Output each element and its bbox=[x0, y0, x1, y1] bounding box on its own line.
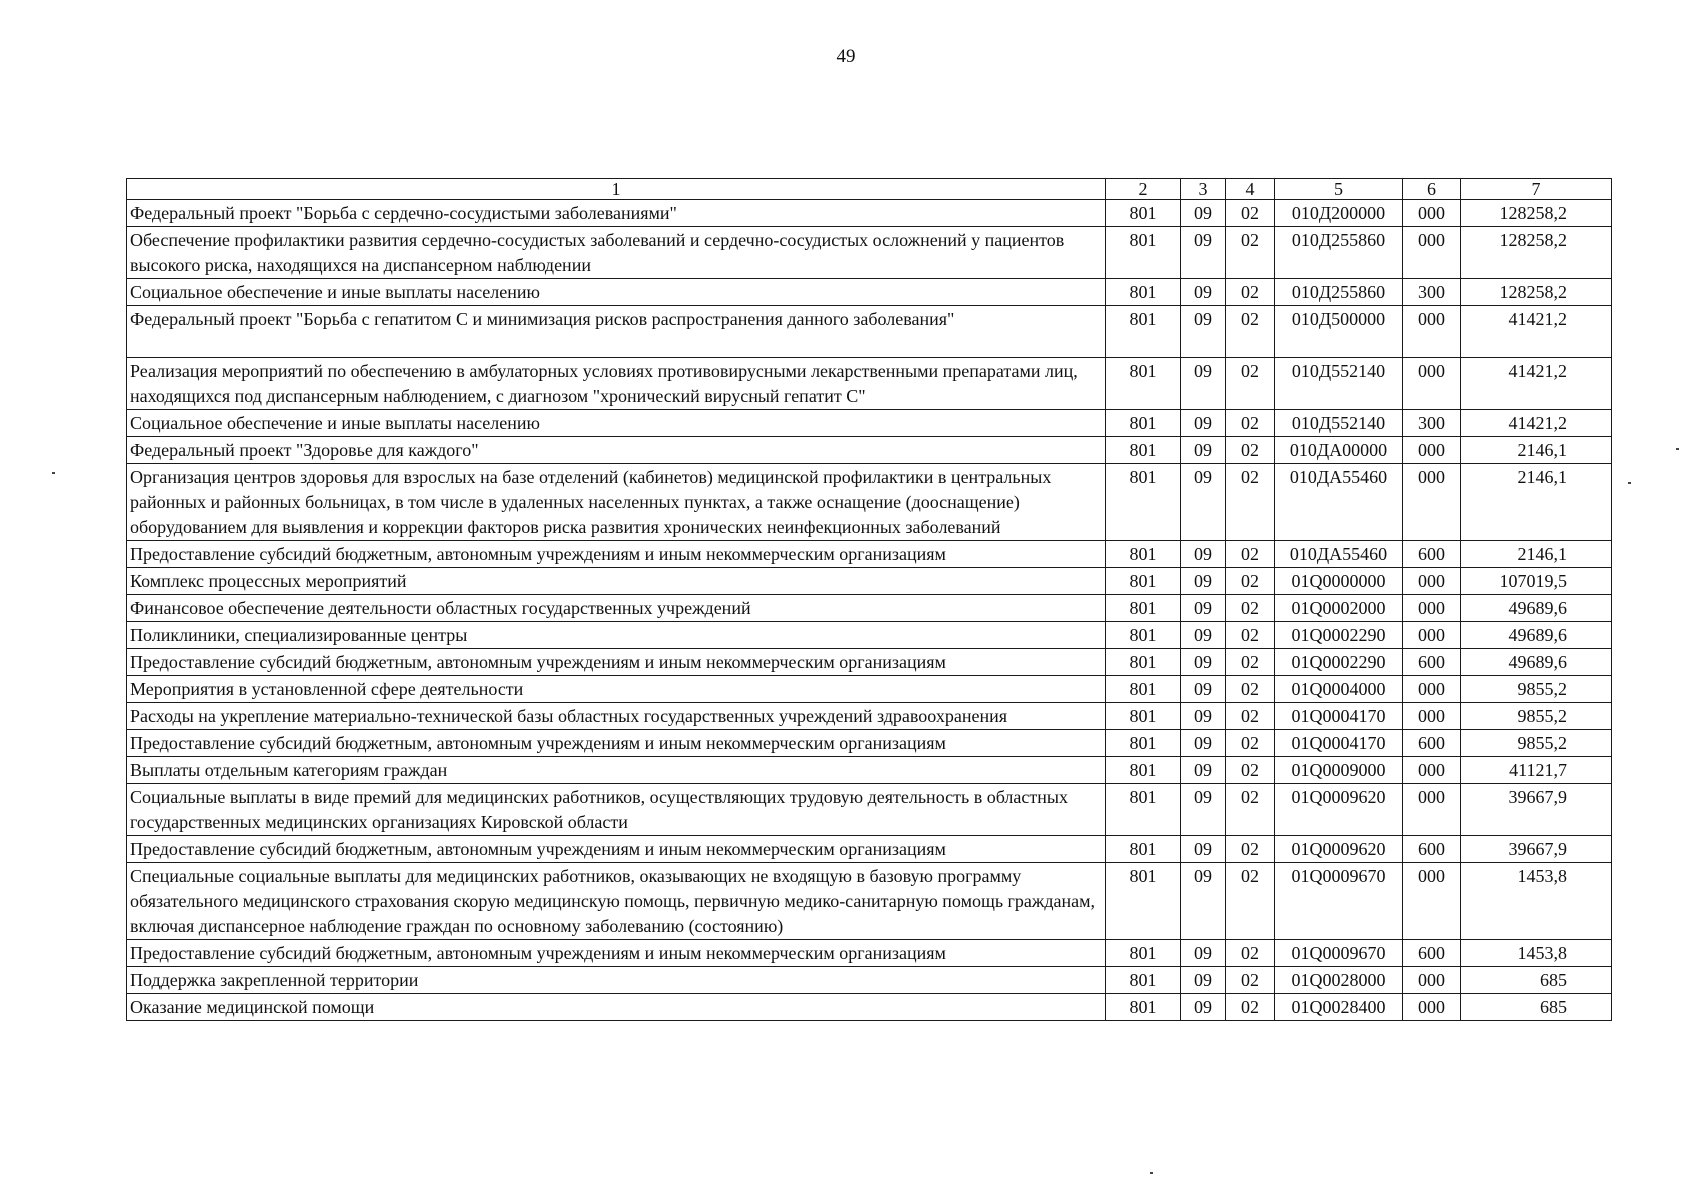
col-6-code: 000 bbox=[1403, 676, 1461, 703]
col-4-code: 02 bbox=[1226, 703, 1275, 730]
table-row bbox=[127, 967, 1612, 994]
table-row bbox=[127, 200, 1612, 227]
col-5-code: 01Q0009670 bbox=[1275, 863, 1403, 940]
col-2-code: 801 bbox=[1106, 757, 1181, 784]
header-cell-1: 1 bbox=[127, 179, 1106, 200]
col-6-code: 000 bbox=[1403, 358, 1461, 410]
header-cell-2: 2 bbox=[1106, 179, 1181, 200]
col-2-code: 801 bbox=[1106, 622, 1181, 649]
col-6-code: 000 bbox=[1403, 464, 1461, 541]
col-3-code: 09 bbox=[1181, 595, 1226, 622]
col-4-code: 02 bbox=[1226, 994, 1275, 1021]
col-2-code: 801 bbox=[1106, 227, 1181, 279]
col-4-code: 02 bbox=[1226, 836, 1275, 863]
col-7-amount: 41421,2 bbox=[1461, 410, 1612, 437]
col-7-amount: 39667,9 bbox=[1461, 784, 1612, 836]
col-6-code: 000 bbox=[1403, 757, 1461, 784]
col-3-code: 09 bbox=[1181, 358, 1226, 410]
table-row bbox=[127, 863, 1612, 940]
col-7-amount: 49689,6 bbox=[1461, 649, 1612, 676]
table-row bbox=[127, 940, 1612, 967]
header-cell-4: 4 bbox=[1226, 179, 1275, 200]
table-row bbox=[127, 464, 1612, 541]
table-body bbox=[127, 179, 1612, 1021]
col-6-code: 000 bbox=[1403, 863, 1461, 940]
col-7-amount: 107019,5 bbox=[1461, 568, 1612, 595]
row-name: Поддержка закрепленной территории bbox=[127, 967, 1106, 994]
row-name: Предоставление субсидий бюджетным, автономным учреждениям и иным некоммерческим организациям bbox=[127, 541, 1106, 568]
col-5-code: 010ДА55460 bbox=[1275, 541, 1403, 568]
col-3-code: 09 bbox=[1181, 757, 1226, 784]
col-7-amount: 41421,2 bbox=[1461, 306, 1612, 358]
col-3-code: 09 bbox=[1181, 784, 1226, 836]
table-row bbox=[127, 595, 1612, 622]
row-name: Комплекс процессных мероприятий bbox=[127, 568, 1106, 595]
col-5-code: 01Q0009670 bbox=[1275, 940, 1403, 967]
col-3-code: 09 bbox=[1181, 200, 1226, 227]
table-row bbox=[127, 358, 1612, 410]
col-2-code: 801 bbox=[1106, 940, 1181, 967]
col-3-code: 09 bbox=[1181, 306, 1226, 358]
col-5-code: 010Д255860 bbox=[1275, 279, 1403, 306]
col-6-code: 000 bbox=[1403, 784, 1461, 836]
col-6-code: 600 bbox=[1403, 541, 1461, 568]
col-4-code: 02 bbox=[1226, 568, 1275, 595]
row-name: Расходы на укрепление материально-технической базы областных государственных учреждений здравоохранения bbox=[127, 703, 1106, 730]
col-5-code: 010Д255860 bbox=[1275, 227, 1403, 279]
row-name: Оказание медицинской помощи bbox=[127, 994, 1106, 1021]
col-7-amount: 49689,6 bbox=[1461, 595, 1612, 622]
col-5-code: 01Q0028000 bbox=[1275, 967, 1403, 994]
col-7-amount: 41121,7 bbox=[1461, 757, 1612, 784]
row-name: Предоставление субсидий бюджетным, автономным учреждениям и иным некоммерческим организациям bbox=[127, 649, 1106, 676]
col-2-code: 801 bbox=[1106, 410, 1181, 437]
table-row bbox=[127, 784, 1612, 836]
table-row bbox=[127, 994, 1612, 1021]
col-5-code: 01Q0004000 bbox=[1275, 676, 1403, 703]
col-4-code: 02 bbox=[1226, 757, 1275, 784]
scan-speck bbox=[1628, 482, 1631, 484]
col-7-amount: 2146,1 bbox=[1461, 541, 1612, 568]
col-3-code: 09 bbox=[1181, 940, 1226, 967]
col-7-amount: 49689,6 bbox=[1461, 622, 1612, 649]
col-3-code: 09 bbox=[1181, 410, 1226, 437]
col-4-code: 02 bbox=[1226, 227, 1275, 279]
col-5-code: 01Q0004170 bbox=[1275, 703, 1403, 730]
col-4-code: 02 bbox=[1226, 437, 1275, 464]
col-4-code: 02 bbox=[1226, 676, 1275, 703]
table-row bbox=[127, 227, 1612, 279]
col-3-code: 09 bbox=[1181, 967, 1226, 994]
col-2-code: 801 bbox=[1106, 649, 1181, 676]
col-7-amount: 685 bbox=[1461, 967, 1612, 994]
scan-speck bbox=[52, 472, 55, 474]
col-5-code: 010ДА55460 bbox=[1275, 464, 1403, 541]
row-name: Организация центров здоровья для взрослых на базе отделений (кабинетов) медицинской профилактики в центральных районных и районных больницах, в том числе в удаленных населенных пунктах, а также оснащение (дооснащение) оборудованием для выявления и коррекции факторов риска развития хронических неинфекционных заболеваний bbox=[127, 464, 1106, 541]
row-name: Специальные социальные выплаты для медицинских работников, оказывающих не входящую в базовую программу обязательного медицинского страхования скорую медицинскую помощь, первичную медико-санитарную помощь гражданам, включая диспансерное наблюдение граждан по основному заболеванию (состоянию) bbox=[127, 863, 1106, 940]
col-2-code: 801 bbox=[1106, 863, 1181, 940]
col-6-code: 300 bbox=[1403, 279, 1461, 306]
col-4-code: 02 bbox=[1226, 279, 1275, 306]
col-5-code: 010Д500000 bbox=[1275, 306, 1403, 358]
row-name: Реализация мероприятий по обеспечению в амбулаторных условиях противовирусными лекарственными препаратами лиц, находящихся под диспансерным наблюдением, с диагнозом "хронический вирусный гепатит С" bbox=[127, 358, 1106, 410]
budget-table bbox=[126, 178, 1612, 1021]
col-4-code: 02 bbox=[1226, 306, 1275, 358]
col-3-code: 09 bbox=[1181, 437, 1226, 464]
table-row bbox=[127, 836, 1612, 863]
row-name: Выплаты отдельным категориям граждан bbox=[127, 757, 1106, 784]
row-name: Предоставление субсидий бюджетным, автономным учреждениям и иным некоммерческим организациям bbox=[127, 940, 1106, 967]
table-row bbox=[127, 568, 1612, 595]
col-3-code: 09 bbox=[1181, 994, 1226, 1021]
col-3-code: 09 bbox=[1181, 730, 1226, 757]
col-2-code: 801 bbox=[1106, 568, 1181, 595]
col-2-code: 801 bbox=[1106, 200, 1181, 227]
row-name: Социальное обеспечение и иные выплаты населению bbox=[127, 410, 1106, 437]
col-3-code: 09 bbox=[1181, 703, 1226, 730]
table-row bbox=[127, 279, 1612, 306]
col-7-amount: 39667,9 bbox=[1461, 836, 1612, 863]
table-row bbox=[127, 649, 1612, 676]
col-4-code: 02 bbox=[1226, 940, 1275, 967]
table-row bbox=[127, 757, 1612, 784]
table-row bbox=[127, 541, 1612, 568]
col-3-code: 09 bbox=[1181, 622, 1226, 649]
col-3-code: 09 bbox=[1181, 676, 1226, 703]
col-4-code: 02 bbox=[1226, 784, 1275, 836]
scan-speck bbox=[1150, 1172, 1153, 1174]
col-3-code: 09 bbox=[1181, 464, 1226, 541]
col-3-code: 09 bbox=[1181, 836, 1226, 863]
col-4-code: 02 bbox=[1226, 967, 1275, 994]
col-6-code: 000 bbox=[1403, 994, 1461, 1021]
col-7-amount: 9855,2 bbox=[1461, 730, 1612, 757]
col-6-code: 600 bbox=[1403, 649, 1461, 676]
row-name: Социальные выплаты в виде премий для медицинских работников, осуществляющих трудовую деятельность в областных государственных медицинских организациях Кировской области bbox=[127, 784, 1106, 836]
row-name: Федеральный проект "Борьба с гепатитом С и минимизация рисков распространения данного заболевания" bbox=[127, 306, 1106, 358]
col-5-code: 010ДА00000 bbox=[1275, 437, 1403, 464]
col-5-code: 01Q0028400 bbox=[1275, 994, 1403, 1021]
col-6-code: 000 bbox=[1403, 568, 1461, 595]
col-7-amount: 1453,8 bbox=[1461, 940, 1612, 967]
col-5-code: 01Q0009620 bbox=[1275, 836, 1403, 863]
col-5-code: 01Q0000000 bbox=[1275, 568, 1403, 595]
col-7-amount: 1453,8 bbox=[1461, 863, 1612, 940]
col-4-code: 02 bbox=[1226, 730, 1275, 757]
col-6-code: 000 bbox=[1403, 622, 1461, 649]
col-5-code: 010Д200000 bbox=[1275, 200, 1403, 227]
col-5-code: 01Q0009620 bbox=[1275, 784, 1403, 836]
col-6-code: 000 bbox=[1403, 595, 1461, 622]
col-6-code: 600 bbox=[1403, 836, 1461, 863]
col-6-code: 000 bbox=[1403, 306, 1461, 358]
col-5-code: 01Q0002000 bbox=[1275, 595, 1403, 622]
header-cell-7: 7 bbox=[1461, 179, 1612, 200]
row-name: Предоставление субсидий бюджетным, автономным учреждениям и иным некоммерческим организациям bbox=[127, 730, 1106, 757]
row-name: Поликлиники, специализированные центры bbox=[127, 622, 1106, 649]
col-4-code: 02 bbox=[1226, 541, 1275, 568]
col-2-code: 801 bbox=[1106, 306, 1181, 358]
col-2-code: 801 bbox=[1106, 595, 1181, 622]
col-2-code: 801 bbox=[1106, 437, 1181, 464]
col-2-code: 801 bbox=[1106, 279, 1181, 306]
col-3-code: 09 bbox=[1181, 568, 1226, 595]
col-4-code: 02 bbox=[1226, 863, 1275, 940]
col-7-amount: 2146,1 bbox=[1461, 464, 1612, 541]
page-number: 49 bbox=[836, 46, 856, 67]
row-name: Социальное обеспечение и иные выплаты населению bbox=[127, 279, 1106, 306]
table-row bbox=[127, 703, 1612, 730]
header-cell-6: 6 bbox=[1403, 179, 1461, 200]
col-3-code: 09 bbox=[1181, 863, 1226, 940]
col-4-code: 02 bbox=[1226, 358, 1275, 410]
col-4-code: 02 bbox=[1226, 200, 1275, 227]
col-6-code: 600 bbox=[1403, 730, 1461, 757]
col-7-amount: 2146,1 bbox=[1461, 437, 1612, 464]
col-2-code: 801 bbox=[1106, 994, 1181, 1021]
col-7-amount: 9855,2 bbox=[1461, 676, 1612, 703]
col-7-amount: 685 bbox=[1461, 994, 1612, 1021]
header-row bbox=[127, 179, 1612, 200]
col-5-code: 010Д552140 bbox=[1275, 410, 1403, 437]
col-7-amount: 128258,2 bbox=[1461, 200, 1612, 227]
col-3-code: 09 bbox=[1181, 279, 1226, 306]
col-2-code: 801 bbox=[1106, 784, 1181, 836]
col-6-code: 300 bbox=[1403, 410, 1461, 437]
col-2-code: 801 bbox=[1106, 541, 1181, 568]
row-name: Мероприятия в установленной сфере деятельности bbox=[127, 676, 1106, 703]
col-7-amount: 41421,2 bbox=[1461, 358, 1612, 410]
col-2-code: 801 bbox=[1106, 967, 1181, 994]
col-6-code: 000 bbox=[1403, 227, 1461, 279]
header-cell-3: 3 bbox=[1181, 179, 1226, 200]
col-3-code: 09 bbox=[1181, 227, 1226, 279]
col-2-code: 801 bbox=[1106, 358, 1181, 410]
table-row bbox=[127, 622, 1612, 649]
header-cell-5: 5 bbox=[1275, 179, 1403, 200]
col-5-code: 01Q0004170 bbox=[1275, 730, 1403, 757]
row-name: Федеральный проект "Борьба с сердечно-сосудистыми заболеваниями" bbox=[127, 200, 1106, 227]
col-6-code: 000 bbox=[1403, 437, 1461, 464]
table-row bbox=[127, 410, 1612, 437]
col-4-code: 02 bbox=[1226, 649, 1275, 676]
table-row bbox=[127, 306, 1612, 358]
col-4-code: 02 bbox=[1226, 595, 1275, 622]
col-2-code: 801 bbox=[1106, 730, 1181, 757]
col-6-code: 600 bbox=[1403, 940, 1461, 967]
col-6-code: 000 bbox=[1403, 703, 1461, 730]
col-7-amount: 9855,2 bbox=[1461, 703, 1612, 730]
col-2-code: 801 bbox=[1106, 464, 1181, 541]
col-3-code: 09 bbox=[1181, 649, 1226, 676]
table-row bbox=[127, 730, 1612, 757]
col-3-code: 09 bbox=[1181, 541, 1226, 568]
scan-speck bbox=[1676, 448, 1679, 450]
row-name: Предоставление субсидий бюджетным, автономным учреждениям и иным некоммерческим организациям bbox=[127, 836, 1106, 863]
row-name: Федеральный проект "Здоровье для каждого" bbox=[127, 437, 1106, 464]
col-7-amount: 128258,2 bbox=[1461, 279, 1612, 306]
col-2-code: 801 bbox=[1106, 836, 1181, 863]
col-6-code: 000 bbox=[1403, 967, 1461, 994]
table-row bbox=[127, 437, 1612, 464]
table-row bbox=[127, 676, 1612, 703]
col-6-code: 000 bbox=[1403, 200, 1461, 227]
col-4-code: 02 bbox=[1226, 622, 1275, 649]
col-5-code: 01Q0009000 bbox=[1275, 757, 1403, 784]
row-name: Финансовое обеспечение деятельности областных государственных учреждений bbox=[127, 595, 1106, 622]
col-7-amount: 128258,2 bbox=[1461, 227, 1612, 279]
col-5-code: 01Q0002290 bbox=[1275, 622, 1403, 649]
col-5-code: 01Q0002290 bbox=[1275, 649, 1403, 676]
row-name: Обеспечение профилактики развития сердечно-сосудистых заболеваний и сердечно-сосудистых осложнений у пациентов высокого риска, находящихся на диспансерном наблюдении bbox=[127, 227, 1106, 279]
col-4-code: 02 bbox=[1226, 464, 1275, 541]
col-2-code: 801 bbox=[1106, 703, 1181, 730]
col-4-code: 02 bbox=[1226, 410, 1275, 437]
col-2-code: 801 bbox=[1106, 676, 1181, 703]
col-5-code: 010Д552140 bbox=[1275, 358, 1403, 410]
